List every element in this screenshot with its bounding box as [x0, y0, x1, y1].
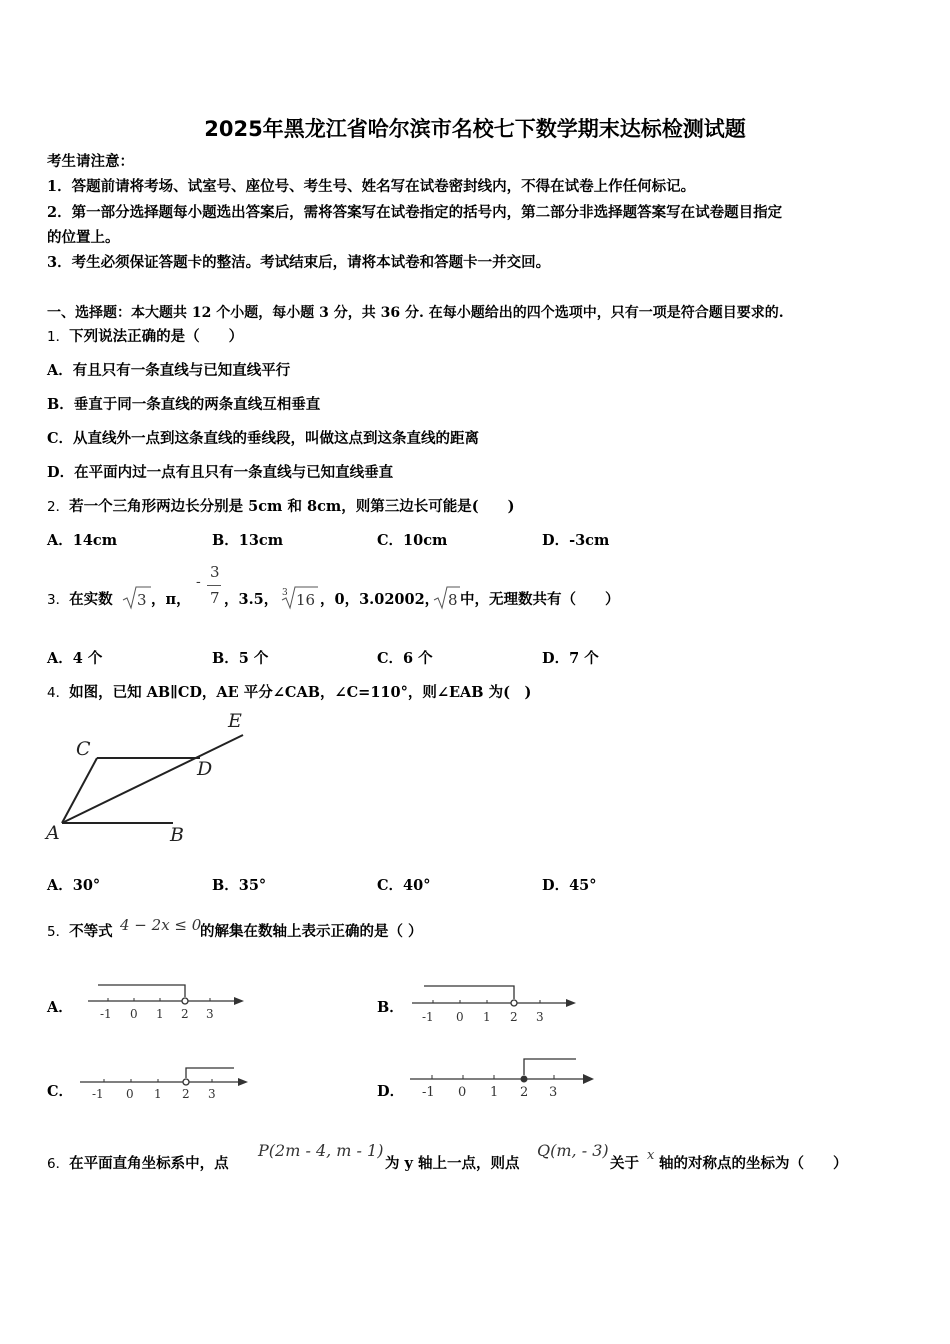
fraction-denominator: 7	[210, 589, 220, 607]
solution-ray	[424, 986, 514, 999]
tick-label: -1	[422, 1085, 435, 1100]
question-text: ，π，	[151, 591, 191, 608]
question-4	[47, 683, 531, 703]
question-number: 3．	[47, 592, 70, 608]
hollow-endpoint	[511, 1000, 517, 1006]
point-q-expression: Q(m, - 3)	[537, 1141, 609, 1160]
number-line-d[interactable]	[406, 1052, 600, 1102]
tick-label: 1	[483, 1010, 491, 1024]
q4-option-c[interactable]: C．40°	[377, 877, 431, 894]
question-6	[47, 1154, 229, 1174]
radicand: 3	[137, 591, 147, 609]
tick-label: 0	[458, 1085, 467, 1100]
question-text: 为 y 轴上一点，则点	[385, 1155, 520, 1172]
hollow-endpoint	[183, 1079, 189, 1085]
variable-x: x	[647, 1148, 655, 1163]
point-p-expression: P(2m - 4, m - 1)	[258, 1141, 384, 1160]
tick-label: 2	[182, 1087, 190, 1101]
tick-label: 2	[181, 1007, 189, 1021]
tick-label: 2	[510, 1010, 518, 1024]
question-number: 4．	[47, 685, 70, 701]
question-number: 1．	[47, 329, 70, 345]
fraction-numerator: 3	[210, 563, 220, 581]
number-line-a[interactable]	[84, 980, 249, 1024]
q2-option-a[interactable]: A．14cm	[47, 532, 118, 549]
solution-ray	[98, 985, 185, 997]
q1-option-d[interactable]: D．在平面内过一点有且只有一条直线与已知直线垂直	[47, 464, 394, 481]
root-index: 3	[282, 588, 288, 598]
question-text: 轴的对称点的坐标为（ ）	[659, 1155, 848, 1172]
tick-label: 3	[206, 1007, 214, 1021]
question-number: 6．	[47, 1156, 70, 1172]
parallel-lines-figure	[40, 705, 260, 850]
q3-option-c[interactable]: C．6 个	[377, 650, 433, 667]
label-c: C	[76, 738, 91, 760]
question-2	[47, 497, 514, 517]
question-stem: 若一个三角形两边长分别是 5cm 和 8cm，则第三边长可能是( )	[69, 498, 515, 515]
question-text: ，3.5，	[224, 591, 279, 608]
sqrt-8-expression	[432, 584, 460, 612]
fraction-bar	[207, 585, 221, 586]
tick-label: 1	[490, 1085, 499, 1100]
question-text: 的解集在数轴上表示正确的是（ ）	[200, 923, 423, 940]
question-stem: 如图，已知 AB∥CD，AE 平分∠CAB，∠C=110°，则∠EAB 为( )	[69, 684, 532, 701]
label-b: B	[170, 824, 184, 846]
q5-option-b[interactable]: B．	[377, 999, 404, 1016]
q2-option-d[interactable]: D．-3cm	[542, 532, 610, 549]
label-d: D	[197, 758, 213, 780]
label-a: A	[46, 822, 60, 844]
notice-item-2-line-1: 2．第一部分选择题每小题选出答案后，需将答案写在试卷指定的括号内，第二部分非选择题答案写在试卷题目指定	[47, 204, 783, 221]
number-line-b[interactable]	[408, 980, 580, 1024]
tick-label: -1	[92, 1087, 104, 1101]
fraction-sign: -	[196, 574, 201, 590]
arrow-head	[566, 999, 576, 1007]
notice-heading: 考生请注意：	[47, 153, 134, 170]
question-text: 在平面直角坐标系中，点	[69, 1155, 229, 1172]
q3-option-d[interactable]: D．7 个	[542, 650, 599, 667]
notice-item-3: 3．考生必须保证答题卡的整洁。考试结束后，请将本试卷和答题卡一并交回。	[47, 254, 551, 271]
radicand: 8	[448, 591, 458, 609]
radicand: 16	[296, 591, 316, 609]
question-3	[47, 590, 113, 610]
notice-item-1: 1．答题前请将考场、试室号、座位号、考生号、姓名写在试卷密封线内，不得在试卷上作任何标记。	[47, 178, 696, 195]
q5-option-c[interactable]: C．	[47, 1083, 74, 1100]
tick-label: -1	[422, 1010, 434, 1024]
tick-label: 3	[549, 1085, 558, 1100]
solution-ray	[186, 1068, 234, 1078]
arrow-head	[234, 997, 244, 1005]
q3-option-a[interactable]: A．4 个	[47, 650, 103, 667]
question-number: 2．	[47, 499, 70, 515]
question-text: 在实数	[69, 591, 113, 608]
tick-label: 0	[456, 1010, 464, 1024]
solid-endpoint	[521, 1076, 528, 1083]
q2-option-c[interactable]: C．10cm	[377, 532, 448, 549]
tick-label: 3	[208, 1087, 216, 1101]
q4-option-b[interactable]: B．35°	[212, 877, 267, 894]
label-e: E	[228, 710, 242, 732]
q1-option-b[interactable]: B．垂直于同一条直线的两条直线互相垂直	[47, 396, 321, 413]
question-number: 5．	[47, 924, 70, 940]
tick-label: 1	[154, 1087, 162, 1101]
question-text: 关于	[610, 1155, 639, 1172]
arrow-head	[583, 1074, 594, 1084]
tick-label: 3	[536, 1010, 544, 1024]
tick-label: -1	[100, 1007, 112, 1021]
question-text: ，0，3.02002，	[320, 591, 440, 608]
cube-root-16-expression	[280, 584, 320, 612]
q1-option-c[interactable]: C．从直线外一点到这条直线的垂线段，叫做这点到这条直线的距离	[47, 430, 480, 447]
notice-item-2-line-2: 的位置上。	[47, 229, 120, 246]
page-title: 2025年黑龙江省哈尔滨市名校七下数学期末达标检测试题	[204, 117, 746, 141]
question-5	[47, 922, 113, 942]
tick-label: 0	[126, 1087, 134, 1101]
q4-option-a[interactable]: A．30°	[47, 877, 101, 894]
q5-option-d[interactable]: D．	[377, 1083, 405, 1100]
inequality-expression: 4 − 2x ≤ 0	[120, 916, 202, 934]
q1-option-a[interactable]: A．有且只有一条直线与已知直线平行	[47, 362, 291, 379]
tick-label: 0	[130, 1007, 138, 1021]
hollow-endpoint	[182, 998, 188, 1004]
q2-option-b[interactable]: B．13cm	[212, 532, 284, 549]
q4-option-d[interactable]: D．45°	[542, 877, 597, 894]
q3-option-b[interactable]: B．5 个	[212, 650, 269, 667]
tick-label: 2	[520, 1085, 529, 1100]
solution-ray	[524, 1059, 576, 1075]
question-text: 中，无理数共有（ ）	[460, 591, 620, 608]
arrow-head	[238, 1078, 248, 1086]
number-line-c[interactable]	[76, 1062, 256, 1106]
sqrt-3-expression	[121, 584, 151, 612]
question-1	[47, 327, 243, 347]
q5-option-a[interactable]: A．	[47, 999, 73, 1016]
question-text: 不等式	[69, 923, 113, 940]
segment-ca	[62, 758, 97, 823]
question-stem: 下列说法正确的是（ ）	[69, 328, 244, 345]
tick-label: 1	[156, 1007, 164, 1021]
section-1-heading: 一、选择题：本大题共 12 个小题，每小题 3 分，共 36 分. 在每小题给出的四个选项中，只有一项是符合题目要求的.	[47, 305, 784, 321]
